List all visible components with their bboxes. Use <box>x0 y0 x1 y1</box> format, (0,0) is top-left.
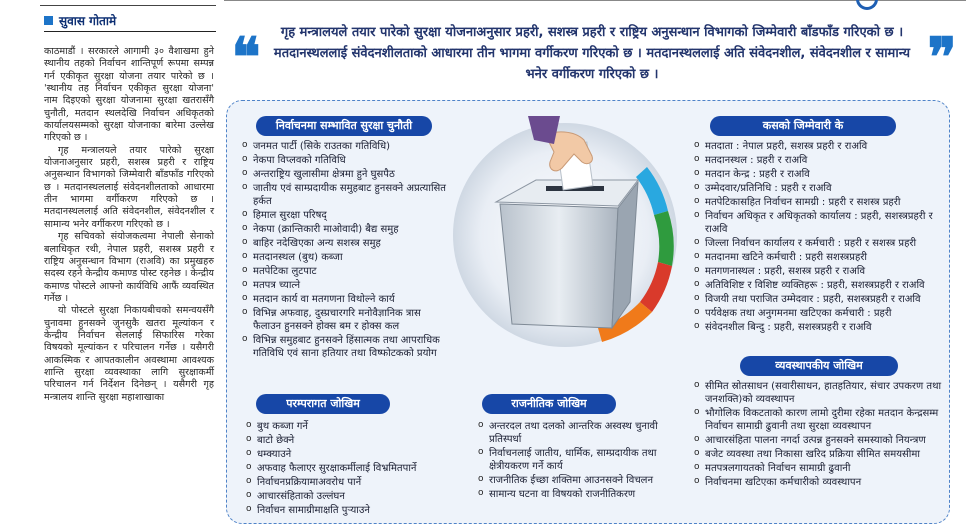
list-item: o धम्क्याउने <box>246 448 456 461</box>
header-rule <box>40 0 216 6</box>
list-item: o जनमत पार्टी (सिके राउतका गतिविधि) <box>242 140 448 153</box>
management-risk-heading: व्यवस्थापकीय जोखिम <box>740 356 898 376</box>
article-paragraph: गृह सचिवको संयोजकत्वमा नेपाली सेनाको बलाधिकृत रथी, नेपाल प्रहरी, सशस्त्र प्रहरी र राष्ट्रिय अनुसन्धान विभाग (राअवि) का प्रमुखहरु सदस्य रहने केन्द्रीय कमाण्ड पोस्ट रहनेछ । केन्द्रीय कमाण्ड पोस्टले आफ्नो कार्यविधि आफैं व्यवस्थित गर्नेछ । <box>44 231 215 304</box>
list-item: o राजनीतिक ईच्छा शक्तिमा आउनसक्ने विचलन <box>478 474 678 487</box>
list-item: o विजयी तथा पराजित उम्मेदवार : प्रहरी, सशस्त्रप्रहरी र राअवि <box>694 293 956 306</box>
decorative-arc-icon <box>856 0 878 10</box>
list-item: o मतदानस्थल (बुथ) कब्जा <box>242 251 448 264</box>
list-item: o बुथ कब्जा गर्ने <box>246 420 456 433</box>
list-item: o विभिन्न अफवाह, दुस्प्रचारगरि मनोवैज्ञानिक त्रास फैलाउन हुनसक्ने होक्स बम र होक्स कल <box>242 307 448 333</box>
pull-quote <box>231 20 957 94</box>
list-item: o बजेट व्यवस्था तथा निकासा खरिद प्रक्रिया सीमित समयसीमा <box>694 448 952 461</box>
top-rule <box>224 0 966 1</box>
responsibility-heading: कसको जिम्मेवारी के <box>710 116 896 136</box>
ballot-box-body <box>500 204 618 328</box>
list-item: o नेकपा (क्रान्तिकारी माओवादी) बैद्य समुह <box>242 223 448 236</box>
square-bullet-icon <box>44 16 53 25</box>
close-quote-icon: ❞ <box>927 25 957 89</box>
list-item: o अन्तरदल तथा दलको आन्तरिक अस्वस्थ चुनावी प्रतिस्पर्धा <box>478 420 678 446</box>
pull-quote-text: गृह मन्त्रालयले तयार पारेको सुरक्षा योजनाअनुसार प्रहरी, सशस्त्र प्रहरी र राष्ट्रिय अनुसन्धान विभागको जिम्मेवारी बाँडफाँड गरिएको छ । मतदानस्थललाई संवेदनशीलताको आधारमा तीन भागमा वर्गीकरण गरिएको छ । मतदानस्थललाई अति संवेदनशील, संवेदनशील र सामान्य भनेर वर्गीकरण गरिएको छ । <box>273 25 911 82</box>
article-heading <box>44 12 216 32</box>
list-item: o सीमित स्रोतसाधन (सवारीसाधन, हातहतियार, संचार उपकरण तथा जनशक्ति)को व्यवस्थापन <box>694 380 952 406</box>
list-item: o संवेदनशील बिन्दु : प्रहरी, सशस्त्रप्रहरी र राअवि <box>694 321 956 334</box>
list-item: o आचारसंहिता पालना नगर्दा उत्पन्न हुनसक्ने समस्याको नियन्त्रण <box>694 434 952 447</box>
list-item: o अन्तराष्ट्रिय खुलासीमा क्षेत्रमा हुने घुसपैठ <box>242 168 448 181</box>
list-item: o उम्मेदवार/प्रतिनिधि : प्रहरी र राअवि <box>694 182 956 195</box>
list-item: o निर्वाचनप्रक्रियामाअवरोध पार्ने <box>246 476 456 489</box>
list-item: o भौगोलिक विकटताको कारण लामो दुरीमा रहेका मतदान केन्द्रसम्म निर्वाचन सामाग्री ढुवानी तथा सुरक्षा व्यवस्थापन <box>694 407 952 433</box>
list-item: o मतपेटिकासहित निर्वाचन सामग्री : प्रहरी र सशस्त्र प्रहरी <box>694 196 956 209</box>
ballot-box-with-hand-icon <box>442 116 688 354</box>
list-item: o निर्वाचनलाई जातीय, धार्मिक, साम्प्रदायीक तथा क्षेत्रीयकरण गर्ने कार्य <box>478 447 678 473</box>
traditional-risk-heading: परम्परागत जोखिम <box>256 394 390 414</box>
list-item: o निर्वाचन अधिकृत र अधिकृतको कार्यालय : प्रहरी, सशस्त्रप्रहरी र राअवि <box>694 210 956 236</box>
list-item: o अतिविशिष्ट र विशिष्ट व्यक्तिहरू : प्रहरी, सशस्त्रप्रहरी र राअवि <box>694 279 956 292</box>
list-item: o मतपत्र च्यात्ने <box>242 279 448 292</box>
political-risk-list <box>478 420 678 502</box>
responsibility-list <box>694 140 956 335</box>
traditional-risk-list <box>246 420 456 518</box>
list-item: o विभिन्न समुहबाट हुनसक्ने हिंसात्मक तथा आपराधिक गतिविधि एवं साना हतियार तथा विष्फोटकको प्रयोग <box>242 334 448 360</box>
list-item: o मतगणनास्थल : प्रहरी, सशस्त्र प्रहरी र राअवि <box>694 265 956 278</box>
list-item: o मतदानमा खटिने कर्मचारी : प्रहरी सशस्त्रप्रहरी <box>694 251 956 264</box>
challenges-heading: निर्वाचनमा सम्भावित सुरक्षा चुनौती <box>256 116 432 136</box>
list-item: o मतदान केन्द्र : प्रहरी र राअवि <box>694 168 956 181</box>
article-body <box>44 46 214 404</box>
list-item: o बाटो छेक्ने <box>246 434 456 447</box>
list-item: o जातीय एवं साम्प्रदायीक समुहबाट हुनसक्ने अप्रत्यासित हर्कत <box>242 182 448 208</box>
list-item: o निर्वाचन सामाग्रीमाक्षति पुऱ्याउने <box>246 504 456 517</box>
list-item: o निर्वाचनमा खटिएका कर्मचारीको व्यवस्थापन <box>694 476 952 489</box>
article-column <box>0 0 216 531</box>
article-heading-text: सुवास गोतामे <box>59 14 117 28</box>
challenges-list <box>242 140 448 361</box>
list-item: o सामान्य घटना वा विषयको राजनीतिकरण <box>478 488 678 501</box>
article-paragraph: गृह मन्त्रालयले तयार पारेको सुरक्षा योजनाअनुसार प्रहरी, सशस्त्र प्रहरी र राष्ट्रिय अनुसन्धान विभागको जिम्मेवारी बाँडफाँड गरिएको छ । मतदानस्थललाई संवेदनशीलताको आधारमा तीन भागमा वर्गीकरण गरिएको छ । मतदानस्थललाई अति संवेदनशील, संवेदनशील र सामान्य भनेर वर्गीकरण गरिएको छ । <box>44 144 214 230</box>
infographic-panel <box>216 0 966 531</box>
article-paragraph: काठमाडौं । सरकारले आगामी ३० वैशाखमा हुने स्थानीय तहको निर्वाचन शान्तिपूर्ण रूपमा सम्पन्न गर्न एकीकृत सुरक्षा योजना तयार पारेको छ । 'स्थानीय तह निर्वाचन एकीकृत सुरक्षा योजना' नाम दिइएको सुरक्षा योजनामा सुरक्षा खतरासँगै चुनौती, मतदान स्थलदेखि निर्वाचन अधिकृतको कार्यालयसम्मको सुरक्षा योजनाका बारेमा उल्लेख गरिएको छ । <box>44 46 214 144</box>
list-item: o अफवाह फैलाएर सुरक्षाकर्मीलाई विभ्रमितपार्ने <box>246 462 456 475</box>
list-item: o मतदानस्थल : प्रहरी र राअवि <box>694 154 956 167</box>
list-item: o पर्यवेक्षक तथा अनुगमनमा खटिएका कर्मचारी : प्रहरी <box>694 307 956 320</box>
article-paragraph: यो पोस्टले सुरक्षा निकायबीचको समन्वयसँगै चुनावमा हुनसक्ने जुनसुकै खतरा मूल्यांकन र केन्द्रीय निर्वाचन सेललाई सिफारिस गरेका विषयको मूल्यांकन र परिचालन गर्नेछ । यसैगरी आकस्मिक र आपतकालीन अवस्थामा आवश्यक शान्ति सुरक्षा व्यवस्थाका लागि सुरक्षाकर्मी परिचालन गर्न निर्देशन दिनेछन् । यसैगरी गृह मन्त्रालय शान्ति सुरक्षा महाशाखाका <box>44 305 214 403</box>
list-item: o आचारसंहिताको उल्लंघन <box>246 490 456 503</box>
list-item: o मतदान कार्य वा मतगणना विथोल्ने कार्य <box>242 293 448 306</box>
political-risk-heading: राजनीतिक जोखिम <box>482 394 616 414</box>
list-item: o मतपेटिका लुटपाट <box>242 265 448 278</box>
list-item: o मतदाता : नेपाल प्रहरी, सशस्त्र प्रहरी र राअवि <box>694 140 956 153</box>
open-quote-icon: ❝ <box>231 25 261 89</box>
management-risk-list <box>694 380 952 490</box>
list-item: o बाहिर नदेखिएका अन्य सशस्त्र समुह <box>242 237 448 250</box>
list-item: o मतपत्रलगायतको निर्वाचन सामाग्री ढुवानी <box>694 462 952 475</box>
list-item: o हिमाल सुरक्षा परिषद् <box>242 209 448 222</box>
list-item: o नेकपा विप्लवको गतिविधि <box>242 154 448 167</box>
list-item: o जिल्ला निर्वाचन कार्यालय र कर्मचारी : प्रहरी र सशस्त्र प्रहरी <box>694 237 956 250</box>
